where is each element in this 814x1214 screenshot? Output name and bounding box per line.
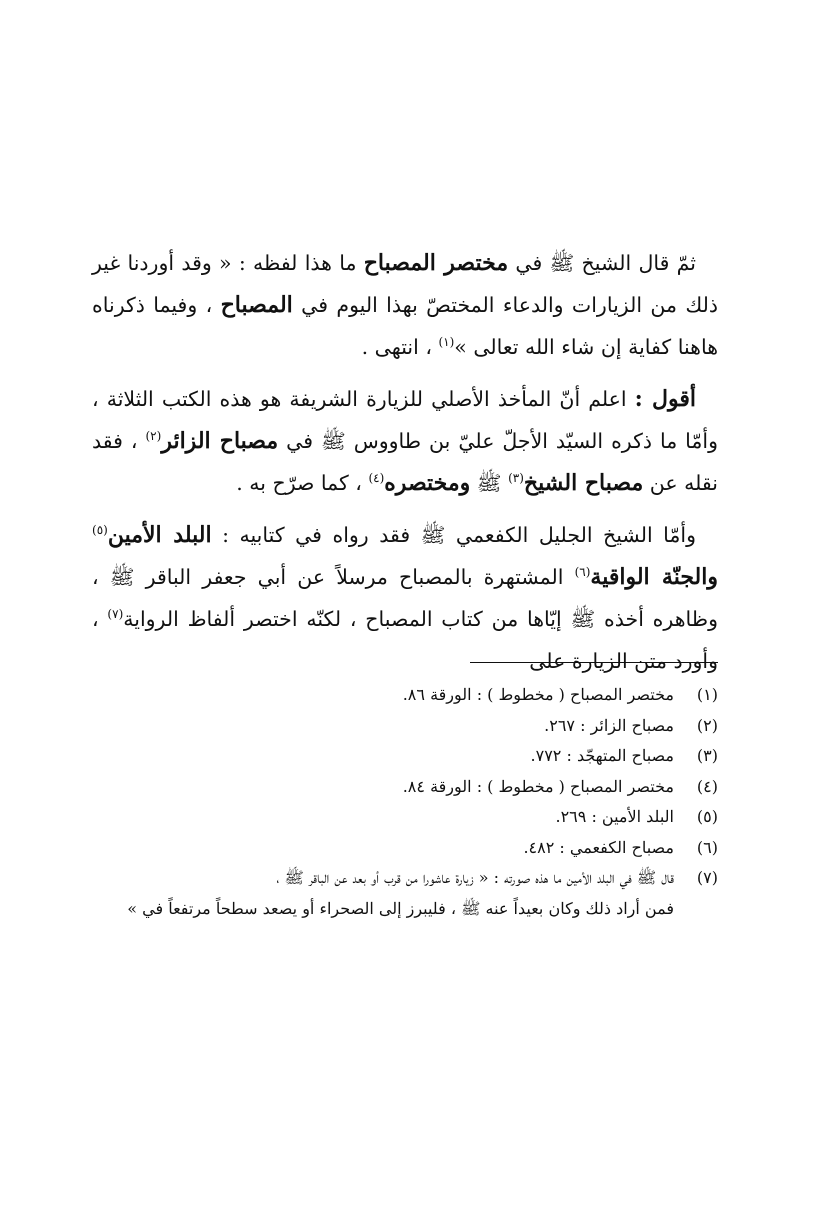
book-title: والجنّة الواقية — [590, 564, 718, 590]
footnote-line: قال ﷺ في البلد الأمين ما هذه صورته : « زيارة عاشورا من قرب أو بعد عن الباقر ﷺ ، — [276, 868, 674, 887]
footnote-text: مختصر المصباح ( مخطوط ) : الورقة ٨٤. — [402, 776, 674, 796]
footnote-text: مصباح المتهجّد : ٧٧٢. — [530, 746, 674, 765]
book-title: المصباح — [220, 292, 293, 318]
footnote-ref[interactable]: (٤) — [368, 471, 385, 486]
paragraph-3 — [92, 514, 718, 682]
book-title: البلد الأمين — [107, 522, 212, 548]
footnote-text: البلد الأمين : ٢٦٩. — [555, 807, 674, 826]
text-run: ، وفيما ذكرناه هاهنا كفاية إن شاء الله تعالى » — [92, 293, 718, 359]
footnote-item — [92, 772, 718, 803]
text-run: ، كما صرّح به . — [236, 471, 369, 495]
paragraph-2 — [92, 378, 718, 504]
footnote-ref[interactable]: (٧) — [107, 607, 124, 622]
footnote-number: (٥) — [696, 807, 718, 826]
footnote-item — [92, 680, 718, 711]
text-run: وأمّا الشيخ الجليل الكفعمي ﷺ فقد رواه في كتابيه : — [211, 523, 696, 547]
footnote-item — [92, 741, 718, 772]
text-run: ، وأورد متن الزيارة على — [92, 607, 718, 673]
footnote-text — [92, 863, 674, 924]
heading-word: أقول : — [634, 386, 696, 412]
footnote-ref[interactable]: (٢) — [145, 429, 162, 444]
footnote-item — [92, 802, 718, 833]
text-run: ما هذا لفظه : « وقد أوردنا غير ذلك من الزيارات والدعاء المختصّ بهذا اليوم في — [92, 251, 719, 317]
footnote-number: (٦) — [696, 837, 718, 857]
text-run: المشتهرة بالمصباح مرسلاً عن أبي جعفر الباقر ﷺ ، وظاهره أخذه ﷺ إيّاها من كتاب المصباح ، لكنّه اختصر ألفاظ الرواية — [92, 565, 719, 631]
footnote-ref[interactable]: (٥) — [92, 523, 108, 538]
footnote-text: مصباح الكفعمي : ٤٨٢. — [523, 837, 674, 857]
text-run: ، فقد نقله عن — [92, 429, 718, 495]
footnote-text: مصباح الزائر : ٢٦٧. — [544, 715, 674, 735]
footnote-item — [92, 833, 718, 864]
footnote-number: (٧) — [696, 868, 718, 887]
footnote-ref[interactable]: (١) — [438, 335, 455, 350]
main-text — [92, 242, 718, 692]
book-title: مصباح الشيخ — [523, 470, 644, 496]
footnote-ref[interactable]: (٦) — [574, 565, 591, 580]
footnote-number: (٢) — [696, 715, 718, 735]
text-run: ثمّ قال الشيخ ﷺ في — [508, 251, 697, 275]
footnote-item — [92, 863, 718, 924]
text-run: ﷺ — [470, 471, 509, 495]
book-title: مختصر المصباح — [363, 250, 509, 276]
footnote-divider — [470, 662, 718, 663]
text-run: ، انتهى . — [361, 335, 439, 359]
footnote-text: مختصر المصباح ( مخطوط ) : الورقة ٨٦. — [402, 685, 674, 704]
paragraph-1 — [92, 242, 718, 368]
footnote-number: (٤) — [696, 776, 718, 796]
book-title: مصباح الزائر — [161, 428, 279, 454]
footnote-number: (١) — [696, 685, 718, 704]
footnote-line: فمن أراد ذلك وكان بعيداً عنه ﷺ ، فليبرز إلى الصحراء أو يصعد سطحاً مرتفعاً في » — [127, 898, 674, 918]
text-run: اعلم أنّ المأخذ الأصلي للزيارة الشريفة هو هذه الكتب الثلاثة ، وأمّا ما ذكره السيّد الأجلّ عليّ بن طاووس ﷺ في — [92, 387, 718, 453]
footnote-item — [92, 711, 718, 742]
footnote-number: (٣) — [696, 746, 718, 765]
footnotes-list — [92, 680, 718, 924]
footnote-ref[interactable]: (٣) — [508, 471, 524, 486]
book-title: ومختصره — [384, 470, 471, 496]
